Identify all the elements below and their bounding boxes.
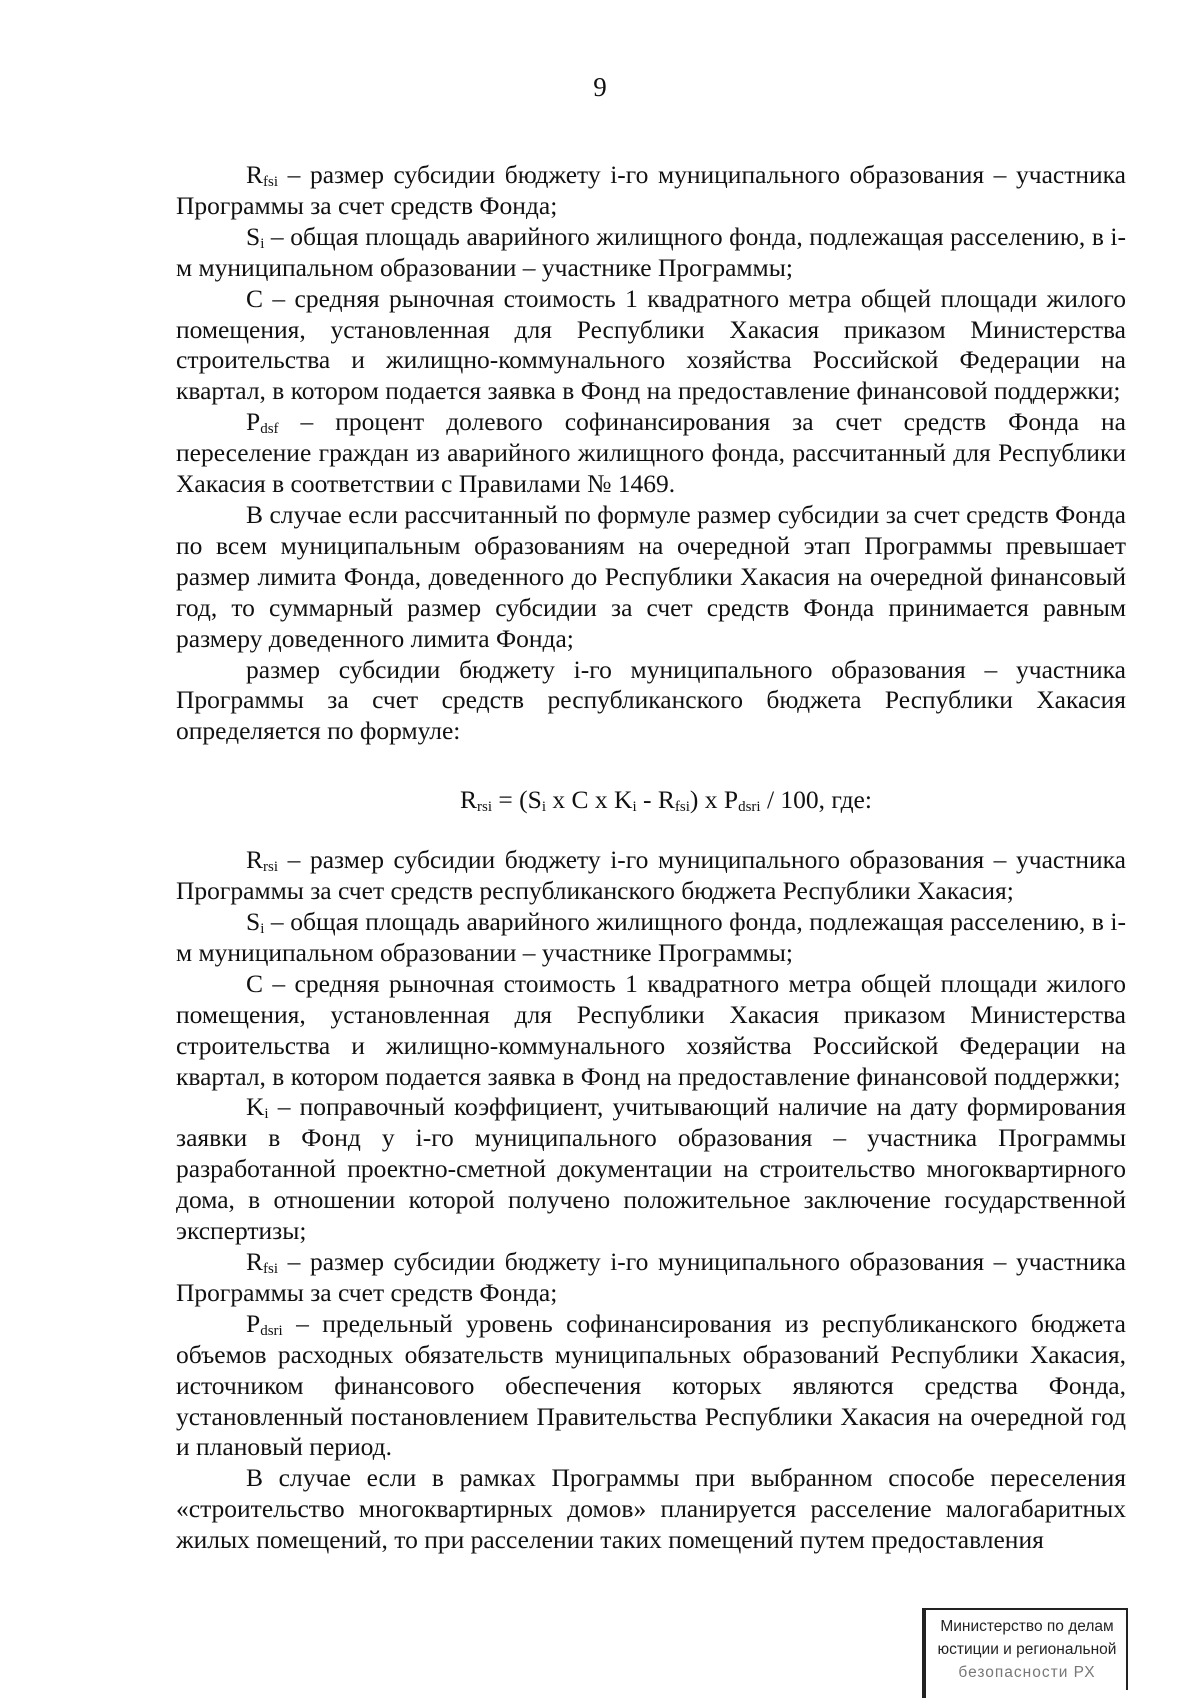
formula-rrsi: $R_{rsi} = (S_i$ x C x $K_i - R_{fsi}$) x $P_{dsri} / 100$, где: — [460, 785, 872, 816]
stamp-line-1: Министерство по делам — [940, 1618, 1114, 1635]
definition-c: С – средняя рыночная стоимость 1 квадратного метра общей площади жилого помещения, установленная для Республики Хакасия приказом Министерства строительства и жилищно-коммунального хозяйства Российской Федерации на квартал, в котором подается заявка в Фонд на предоставление финансовой поддержки; — [176, 283, 1126, 406]
paragraph-small-apartments: В случае если в рамках Программы при выбранном способе переселения «строительство многоквартирных домов» планируется расселение малогабаритных жилых помещений, то при расселении таких помещений путем предоставления — [176, 1463, 1126, 1555]
definition-rrsi: $R_{rsi}$ – размер субсидии бюджету i-го муниципального образования – участника Программы за счет средств республиканского бюджета Республики Хакасия; — [176, 845, 1126, 906]
definition-pdsri: $P_{dsri}$ – предельный уровень софинансирования из республиканского бюджета объемов расходных обязательств муниципальных образований Республики Хакасия, источником финансового обеспечения которых являются средства Фонда, установленный постановлением Правительства Республики Хакасия на очередной год и плановый период. — [176, 1308, 1126, 1462]
stamp-line-3: безопасности РХ — [958, 1664, 1096, 1681]
definition-ki: $K_i$ – поправочный коэффициент, учитывающий наличие на дату формирования заявки в Фонд у i-го муниципального образования – участника Программы разработанной проектно-сметной документации на строительство многоквартирного дома, в отношении которой получено положительное заключение государственной экспертизы; — [176, 1092, 1126, 1246]
paragraph-limit: В случае если рассчитанный по формуле размер субсидии за счет средств Фонда по всем муниципальным образованиям на очередной этап Программы превышает размер лимита Фонда, доведенного до Республики Хакасия на очередной финансовый год, то суммарный размер субсидии за счет средств Фонда принимается равным размеру доведенного лимита Фонда; — [176, 499, 1126, 653]
document-body — [176, 160, 1126, 1556]
paragraph-formula-intro: размер субсидии бюджету i-го муниципального образования – участника Программы за счет средств республиканского бюджета Республики Хакасия определяется по формуле: — [176, 654, 1126, 746]
page-number: 9 — [593, 72, 607, 102]
definition-rfsi: $R_{fsi}$ – размер субсидии бюджету i-го муниципального образования – участника Программы за счет средств Фонда; — [176, 160, 1126, 220]
definition-rfsi-2: $R_{fsi}$ – размер субсидии бюджету i-го муниципального образования – участника Программы за счет средств Фонда; — [176, 1247, 1126, 1307]
definition-si: $S_i$ – общая площадь аварийного жилищного фонда, подлежащая расселению, в i-м муниципальном образовании – участнике Программы; — [176, 221, 1126, 282]
definition-c-2: С – средняя рыночная стоимость 1 квадратного метра общей площади жилого помещения, установленная для Республики Хакасия приказом Министерства строительства и жилищно-коммунального хозяйства Российской Федерации на квартал, в котором подается заявка в Фонд на предоставление финансовой поддержки; — [176, 968, 1126, 1091]
definition-si-2: $S_i$ – общая площадь аварийного жилищного фонда, подлежащая расселению, в i-м муниципальном образовании – участнике Программы; — [176, 907, 1126, 967]
stamp-left-bar — [922, 1608, 926, 1698]
ministry-stamp — [922, 1608, 1128, 1690]
definition-pdsf: $P_{dsf}$ – процент долевого софинансирования за счет средств Фонда на переселение граждан из аварийного жилищного фонда, рассчитанный для Республики Хакасия в соответствии с Правилами № 1469. — [176, 407, 1126, 499]
stamp-line-2: юстиции и региональной — [937, 1641, 1117, 1658]
